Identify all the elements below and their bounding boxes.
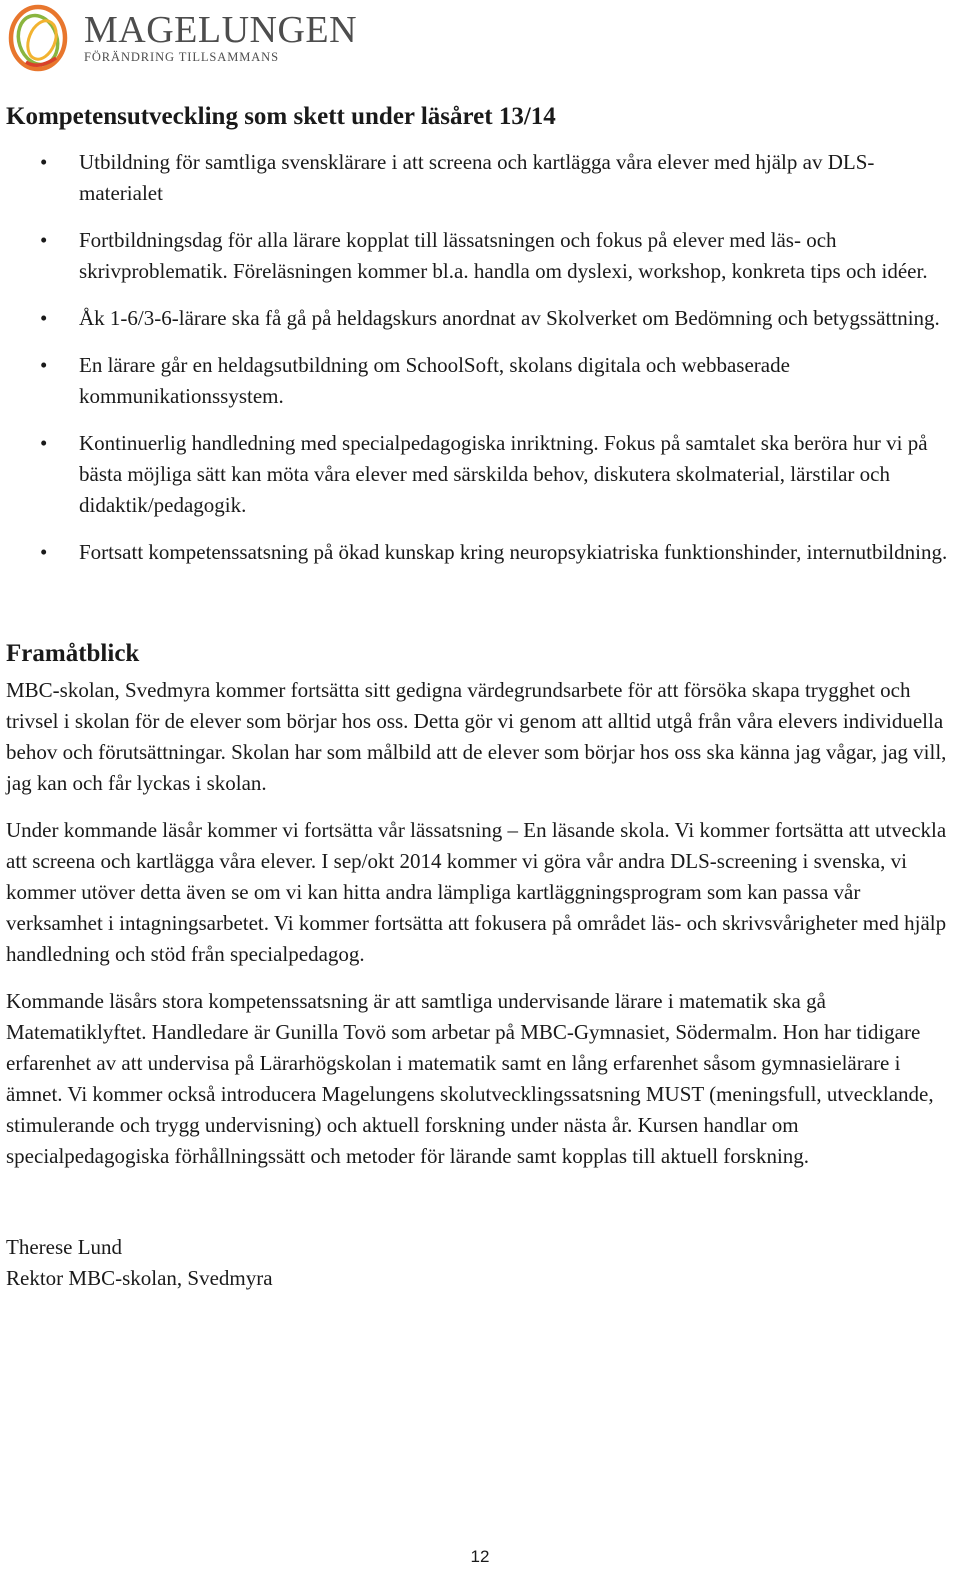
bullet-icon: • [40, 540, 48, 564]
logo-tagline: FÖRÄNDRING TILLSAMMANS [84, 50, 279, 64]
list-item [6, 303, 950, 334]
list-item-text: Utbildning för samtliga svensklärare i att screena och kartlägga våra elever med hjälp av DLS-materialet [79, 150, 875, 205]
forward-paragraph-values: MBC-skolan, Svedmyra kommer fortsätta sitt gedigna värdegrundsarbete för att försöka skapa trygghet och trivsel i skolan för de elever som börjar hos oss. Detta gör vi genom att alltid utgå från våra elevers individuella behov och förutsättningar. Skolan har som målbild att de elever som börjar hos oss ska känna jag vågar, jag vill, jag kan och får lyckas i skolan. [6, 678, 947, 795]
list-item [6, 225, 950, 287]
logo-name: MAGELUNGEN [84, 9, 358, 51]
list-item-text: Fortsatt kompetenssatsning på ökad kunskap kring neuropsykiatriska funktionshinder, internutbildning. [79, 540, 948, 564]
competence-list [6, 147, 950, 568]
list-item [6, 537, 950, 568]
list-item-text: Åk 1-6/3-6-lärare ska få gå på heldagskurs anordnat av Skolverket om Bedömning och betygssättning. [79, 306, 940, 330]
list-item [6, 147, 950, 209]
signature-name: Therese Lund [6, 1235, 123, 1259]
bullet-icon: • [40, 353, 48, 377]
forward-paragraph-math: Kommande läsårs stora kompetenssatsning är att samtliga undervisande lärare i matematik ska gå Matematiklyftet. Handledare är Gunilla Tovö som arbetar på MBC-Gymnasiet, Södermalm. Hon har tidigare erfarenhet av att undervisa på Lärarhögskolan i matematik samt en lång erfarenhet såsom gymnasielärare i ämnet. Vi kommer också introducera Magelungens skolutvecklingssatsning MUST (meningsfull, utvecklande, stimulerande och trygg undervisning) och aktuell forskning under nästa år. Kursen handlar om specialpedagogiska förhållningssätt och metoder för lärande samt kopplas till aktuell forskning. [6, 989, 934, 1168]
page-number: 12 [470, 1547, 490, 1566]
list-item-text: Fortbildningsdag för alla lärare kopplat till lässatsningen och fokus på elever med läs- och skrivproblematik. Föreläsningen kommer bl.a. handla om dyslexi, workshop, konkreta tips och idéer. [79, 228, 928, 283]
logo-mark-icon [4, 2, 76, 72]
bullet-icon: • [40, 431, 48, 455]
list-item-text: Kontinuerlig handledning med specialpedagogiska inriktning. Fokus på samtalet ska beröra hur vi på bästa möjliga sätt kan möta våra elever med särskilda behov, diskutera skolmaterial, lärstilar och didaktik/pedagogik. [79, 431, 928, 517]
signature-title: Rektor MBC-skolan, Svedmyra [6, 1266, 273, 1290]
list-item [6, 428, 950, 521]
forward-paragraph-reading: Under kommande läsår kommer vi fortsätta vår lässatsning – En läsande skola. Vi kommer fortsätta att utveckla att screena och kartlägga våra elever. I sep/okt 2014 kommer vi göra vår andra DLS-screening i svenska, vi kommer utöver detta även se om vi kan hitta andra lämpliga kartläggningsprogram som kan passa vår verksamhet i intagningsarbetet. Vi kommer fortsätta att fokusera på området läs- och skrivsvårigheter med hjälp handledning och stöd från specialpedagog. [6, 818, 947, 966]
document-content [6, 99, 950, 1294]
bullet-icon: • [40, 306, 48, 330]
list-item [6, 350, 950, 412]
magelungen-logo [4, 2, 357, 72]
competence-heading: Kompetensutveckling som skett under läsåret 13/14 [6, 103, 556, 130]
list-item-text: En lärare går en heldagsutbildning om SchoolSoft, skolans digitala och webbaserade kommunikationssystem. [79, 353, 790, 408]
forward-heading: Framåtblick [6, 640, 140, 667]
bullet-icon: • [40, 150, 48, 174]
signature [6, 1232, 950, 1294]
logo-text [84, 10, 357, 64]
bullet-icon: • [40, 228, 48, 252]
